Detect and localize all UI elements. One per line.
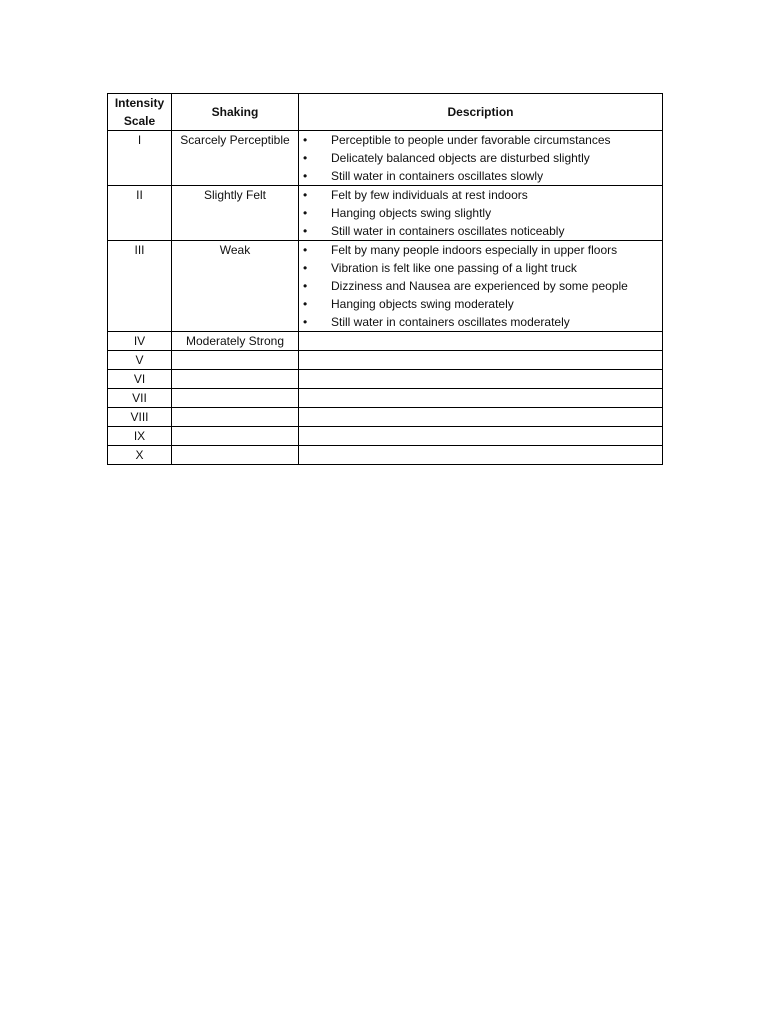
description-text: Hanging objects swing moderately xyxy=(331,297,514,311)
description-list xyxy=(303,186,658,240)
shaking-cell xyxy=(172,389,299,408)
shaking-cell: Moderately Strong xyxy=(172,332,299,351)
description-text: Delicately balanced objects are disturbed slightly xyxy=(331,151,590,165)
intensity-scale-cell: VII xyxy=(108,389,172,408)
bullet-icon: • xyxy=(303,188,308,202)
intensity-scale-table xyxy=(107,93,663,465)
description-cell xyxy=(299,351,663,370)
table-row xyxy=(108,370,663,389)
intensity-scale-cell: X xyxy=(108,446,172,465)
table-body xyxy=(108,131,663,465)
bullet-icon: • xyxy=(303,206,308,220)
list-item xyxy=(303,313,658,331)
list-item xyxy=(303,149,658,167)
description-cell xyxy=(299,370,663,389)
description-text: Vibration is felt like one passing of a light truck xyxy=(331,261,577,275)
description-cell xyxy=(299,186,663,241)
list-item xyxy=(303,222,658,240)
intensity-scale-cell: II xyxy=(108,186,172,241)
bullet-icon: • xyxy=(303,151,308,165)
table-row xyxy=(108,131,663,186)
description-cell xyxy=(299,446,663,465)
table-row xyxy=(108,186,663,241)
intensity-scale-cell: IV xyxy=(108,332,172,351)
description-text: Dizziness and Nausea are experienced by some people xyxy=(331,279,628,293)
shaking-cell xyxy=(172,370,299,389)
description-cell xyxy=(299,408,663,427)
description-cell xyxy=(299,241,663,332)
description-text: Hanging objects swing slightly xyxy=(331,206,492,220)
shaking-cell xyxy=(172,427,299,446)
list-item xyxy=(303,131,658,149)
table-header xyxy=(108,94,663,131)
table-row xyxy=(108,332,663,351)
intensity-scale-cell: IX xyxy=(108,427,172,446)
table-row xyxy=(108,427,663,446)
intensity-scale-cell: VIII xyxy=(108,408,172,427)
header-intensity-scale: Intensity Scale xyxy=(108,94,172,131)
table-row xyxy=(108,389,663,408)
intensity-scale-cell: III xyxy=(108,241,172,332)
description-cell xyxy=(299,332,663,351)
description-cell xyxy=(299,131,663,186)
shaking-cell: Scarcely Perceptible xyxy=(172,131,299,186)
table-row xyxy=(108,241,663,332)
list-item xyxy=(303,204,658,222)
description-text: Felt by many people indoors especially in upper floors xyxy=(331,243,618,257)
header-shaking: Shaking xyxy=(172,94,299,131)
bullet-icon: • xyxy=(303,243,308,257)
intensity-scale-cell: VI xyxy=(108,370,172,389)
table-row xyxy=(108,351,663,370)
bullet-icon: • xyxy=(303,315,308,329)
list-item xyxy=(303,277,658,295)
shaking-cell: Slightly Felt xyxy=(172,186,299,241)
description-list xyxy=(303,131,658,185)
list-item xyxy=(303,186,658,204)
bullet-icon: • xyxy=(303,279,308,293)
header-description: Description xyxy=(299,94,663,131)
bullet-icon: • xyxy=(303,169,308,183)
description-text: Still water in containers oscillates moderately xyxy=(331,315,570,329)
header-row xyxy=(108,94,663,131)
bullet-icon: • xyxy=(303,224,308,238)
description-list xyxy=(303,241,658,331)
shaking-cell xyxy=(172,408,299,427)
description-cell xyxy=(299,389,663,408)
intensity-scale-cell: V xyxy=(108,351,172,370)
shaking-cell xyxy=(172,351,299,370)
description-cell xyxy=(299,427,663,446)
bullet-icon: • xyxy=(303,261,308,275)
bullet-icon: • xyxy=(303,297,308,311)
description-text: Felt by few individuals at rest indoors xyxy=(331,188,528,202)
description-text: Still water in containers oscillates slowly xyxy=(331,169,544,183)
list-item xyxy=(303,241,658,259)
table-row xyxy=(108,446,663,465)
intensity-scale-cell: I xyxy=(108,131,172,186)
bullet-icon: • xyxy=(303,133,308,147)
description-text: Perceptible to people under favorable circumstances xyxy=(331,133,611,147)
table-row xyxy=(108,408,663,427)
list-item xyxy=(303,259,658,277)
list-item xyxy=(303,295,658,313)
shaking-cell xyxy=(172,446,299,465)
description-text: Still water in containers oscillates noticeably xyxy=(331,224,565,238)
shaking-cell: Weak xyxy=(172,241,299,332)
list-item xyxy=(303,167,658,185)
